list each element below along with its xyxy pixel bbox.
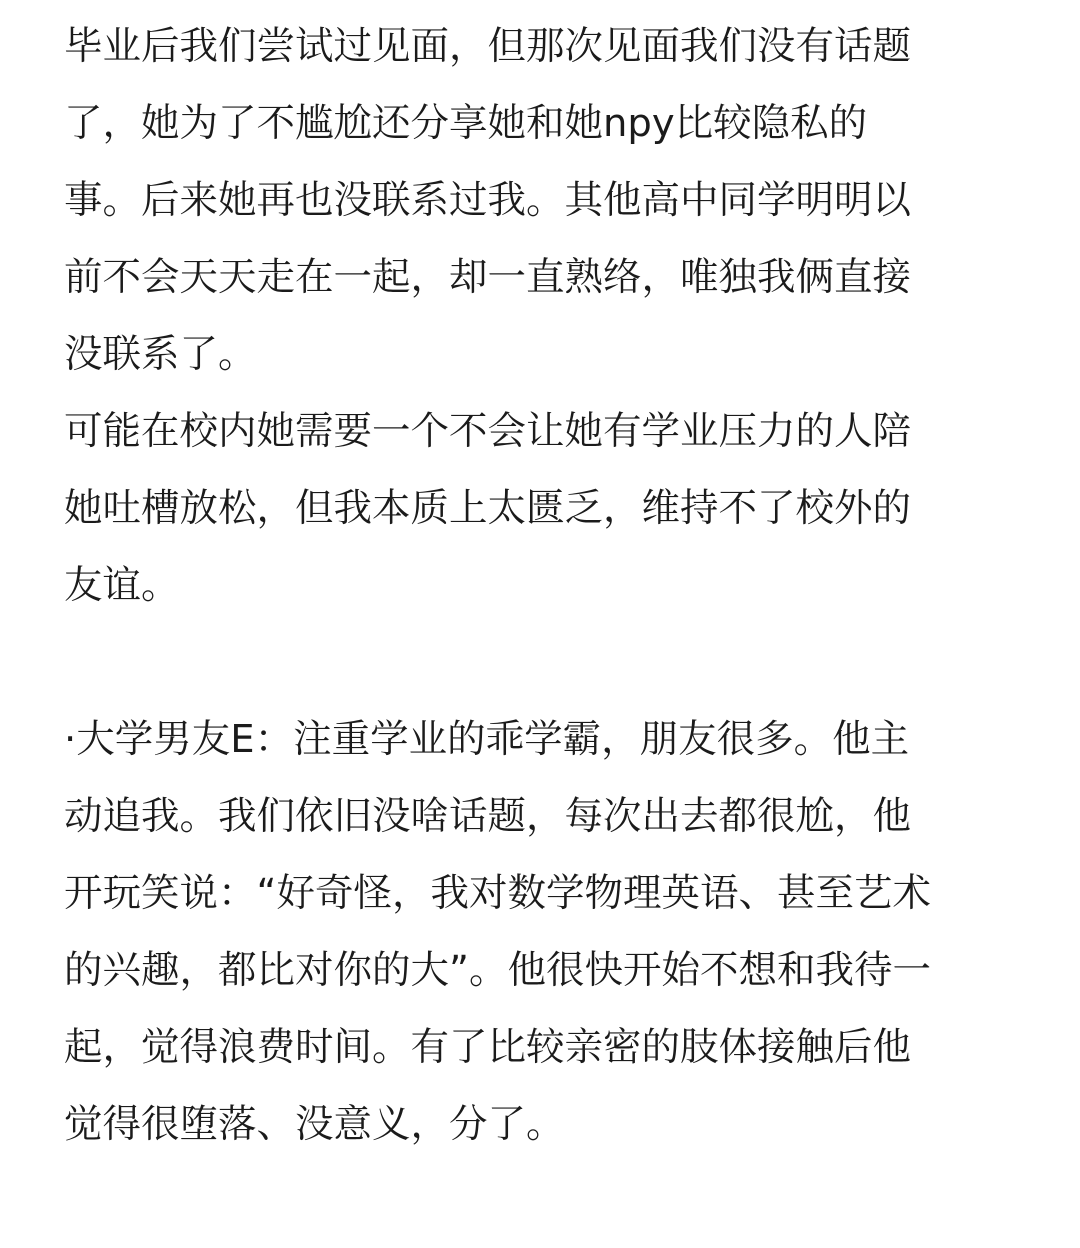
- text-line: 动追我。我们依旧没啥话题，每次出去都很尬，他: [64, 794, 912, 839]
- text-line: 前不会天天走在一起，却一直熟络，唯独我俩直接: [64, 255, 912, 300]
- text-line: 觉得很堕落、没意义，分了。: [64, 1102, 565, 1147]
- text-line: 她吐槽放松，但我本质上太匮乏，维持不了校外的: [64, 486, 912, 531]
- text-line: 事。后来她再也没联系过我。其他高中同学明明以: [64, 178, 912, 223]
- text-line: 友谊。: [64, 563, 180, 608]
- text-line: 没联系了。: [64, 332, 257, 377]
- text-line: 可能在校内她需要一个不会让她有学业压力的人陪: [64, 409, 912, 454]
- text-line: 毕业后我们尝试过见面，但那次见面我们没有话题: [64, 24, 912, 69]
- text-line: 的兴趣，都比对你的大”。他很快开始不想和我待一: [64, 948, 931, 993]
- text-line: 起，觉得浪费时间。有了比较亲密的肢体接触后他: [64, 1025, 912, 1070]
- text-line: 开玩笑说：“好奇怪，我对数学物理英语、甚至艺术: [64, 871, 931, 916]
- text-line: ·大学男友E：注重学业的乖学霸，朋友很多。他主: [64, 717, 910, 762]
- text-line: 了，她为了不尴尬还分享她和她npy比较隐私的: [64, 101, 868, 146]
